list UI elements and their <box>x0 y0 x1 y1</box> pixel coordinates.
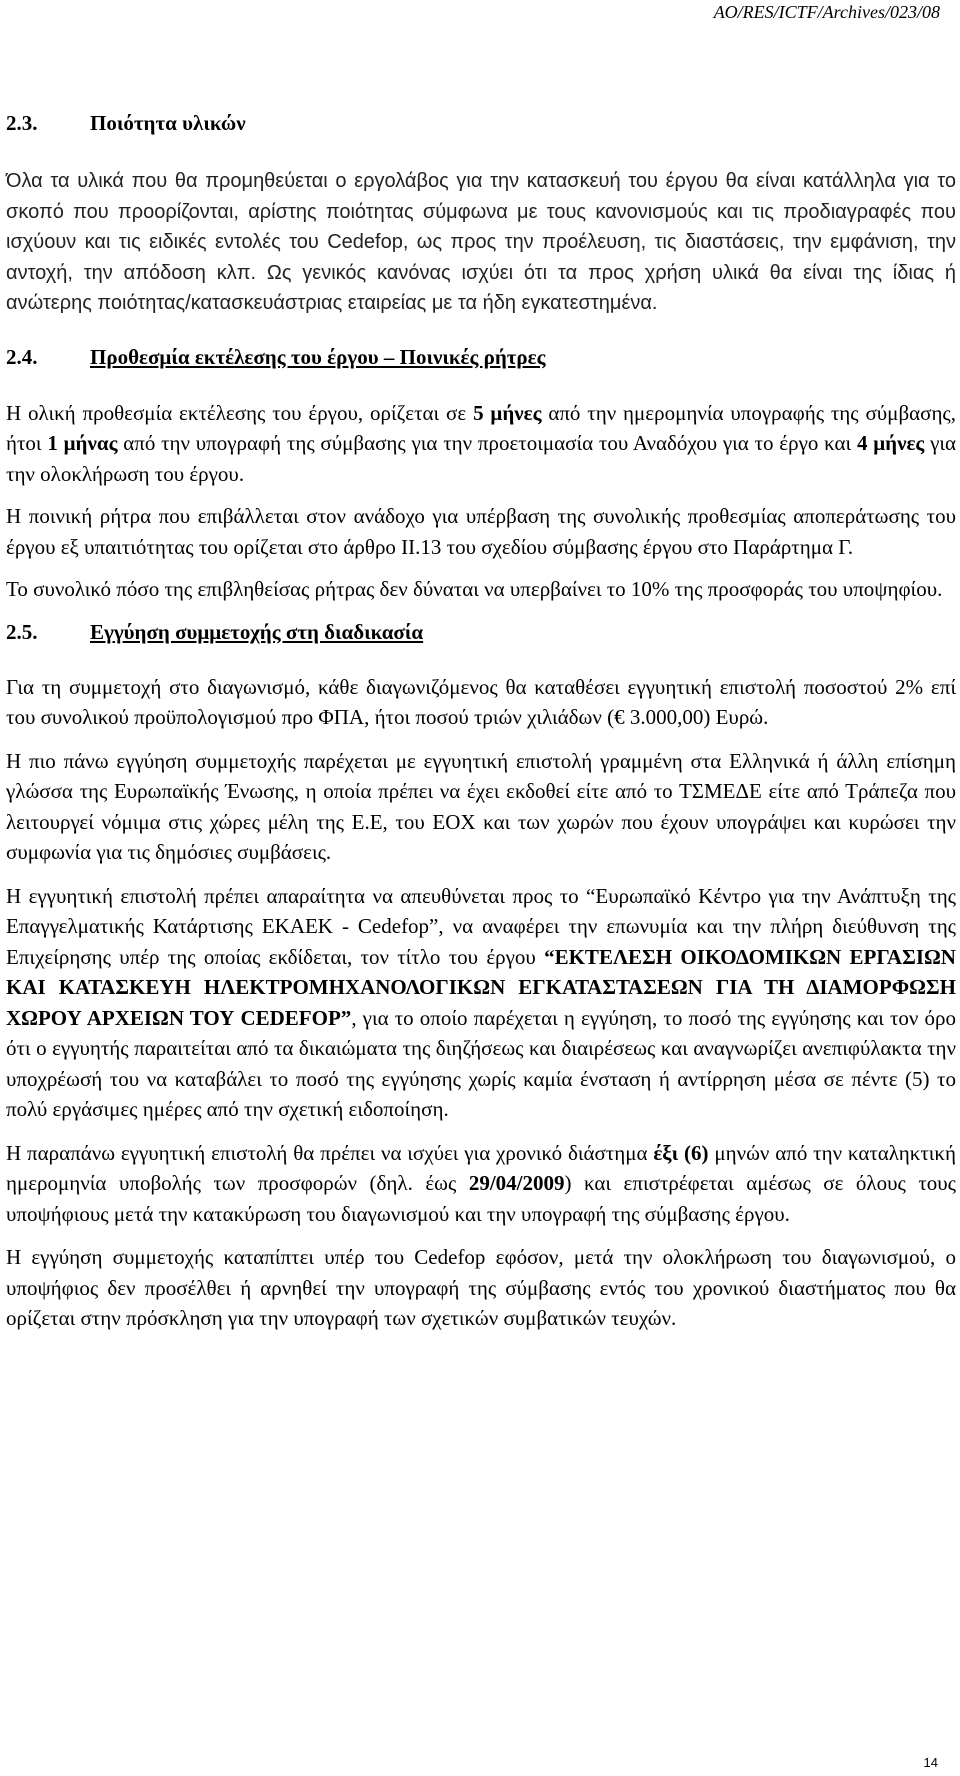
paragraph-guarantee-issuer: Η πιο πάνω εγγύηση συμμετοχής παρέχεται με εγγυητική επιστολή γραμμένη στα Ελληνικά ή άλλη επίσημη γλώσσα της Ευρωπαϊκής Ένωσης, η οποία πρέπει να έχει εκδοθεί είτε από το ΤΣΜΕΔΕ είτε από Τράπεζα που λειτουργεί νόμιμα στις χώρες μέλη της Ε.Ε, του ΕΟΧ και των χωρών που έχουν υπογράψει και κυρώσει την συμφωνία για τις δημόσιες συμβάσεις. <box>6 748 956 864</box>
section-title: Προθεσμία εκτέλεσης του έργου – Ποινικές ρήτρες <box>90 344 546 369</box>
section-number: 2.3. <box>6 111 38 135</box>
document-reference: AO/RES/ICTF/Archives/023/08 <box>713 2 940 22</box>
paragraph-guarantee-amount: Για τη συμμετοχή στο διαγωνισμό, κάθε διαγωνιζόμενος θα καταθέσει εγγυητική επιστολή ποσοστού 2% επί του συνολικού προϋπολογισμού προ ΦΠΑ, ήτοι ποσού τριών χιλιάδων (€ 3.000,00) Ευρώ. <box>6 674 956 729</box>
section-title: Ποιότητα υλικών <box>90 111 246 135</box>
section-heading-2-5 <box>6 617 956 647</box>
paragraph-guarantee-forfeit: Η εγγύηση συμμετοχής καταπίπτει υπέρ του Cedefop εφόσον, μετά την ολοκλήρωση του διαγωνισμού, ο υποψήφιος δεν προσέλθει ή αρνηθεί την υπογραφή της σύμβασης εντός του χρονικού διαστήματος που θα ορίζεται στην πρόσκληση για την υπογραφή των σχετικών συμβατικών τευχών. <box>6 1245 956 1330</box>
paragraph-material-quality: Όλα τα υλικά που θα προμηθεύεται ο εργολάβος για την κατασκευή του έργου θα είναι κατάλληλα για το σκοπό που προορίζονται, αρίστης ποιότητας σύμφωνα με τους κανονισμούς και τις προδιαγραφές που ισχύουν και τις ειδικές εντολές του Cedefop, ως προς την προέλευση, τις διαστάσεις, την εμφάνιση, την αντοχή, την απόδοση κλπ. Ως γενικός κανόνας ισχύει ότι τα προς χρήση υλικά θα είναι της ίδιας ή ανώτερης ποιότητας/κατασκευάστριας εταιρείας με τα ήδη εγκατεστημένα. <box>6 170 956 314</box>
duration-total: 5 μήνες <box>473 400 542 425</box>
paragraph-deadline: Η ολική προθεσμία εκτέλεσης του έργου, ορίζεται σε 5 μήνες από την ημερομηνία υπογραφής της σύμβασης, ήτοι 1 μήνας από την υπογραφή της σύμβασης για την προετοιμασία του Αναδόχου για το έργο και 4 μήνες για την ολοκλήρωση του έργου. <box>6 400 957 486</box>
paragraph-penalty-clause: Η ποινική ρήτρα που επιβάλλεται στον ανάδοχο για υπέρβαση της συνολικής προθεσμίας αποπεράτωσης του έργου εξ υπαιτιότητας του ορίζεται στο άρθρο ΙΙ.13 του σχεδίου σύμβασης έργου στο Παράρτημα Γ. <box>6 504 956 559</box>
validity-date: 29/04/2009 <box>468 1171 565 1195</box>
page-number: 14 <box>923 1755 938 1770</box>
section-title: Εγγύηση συμμετοχής στη διαδικασία <box>90 619 424 644</box>
paragraph-penalty-limit: Το συνολικό πόσο της επιβληθείσας ρήτρας δεν δύναται να υπερβαίνει το 10% της προσφοράς του υποψηφίου. <box>6 577 943 601</box>
paragraph-guarantee-validity: Η παραπάνω εγγυητική επιστολή θα πρέπει να ισχύει για χρονικό διάστημα έξι (6) μηνών από την καταληκτική ημερομηνία υποβολής των προσφορών (δηλ. έως 29/04/2009) και επιστρέφεται αμέσως σε όλους τους υποψήφιους μετά την κατακύρωση του διαγωνισμού και την υπογραφή της σύμβασης έργου. <box>6 1140 956 1226</box>
paragraph-guarantee-letter: Η εγγυητική επιστολή πρέπει απαραίτητα να απευθύνεται προς το “Ευρωπαϊκό Κέντρο για την Ανάπτυξη της Επαγγελματικής Κατάρτισης ΕΚΑΕΚ - Cedefop”, να αναφέρει την επωνυμία και την πλήρη διεύθυνση της Επιχείρησης υπέρ της οποίας εκδίδεται, τον τίτλο του έργου “ΕΚΤΕΛΕΣΗ ΟΙΚΟΔΟΜΙΚΩΝ ΕΡΓΑΣΙΩΝ ΚΑΙ ΚΑΤΑΣΚΕΥΗ ΗΛΕΚΤΡΟΜΗΧΑΝΟΛΟΓΙΚΩΝ ΕΓΚΑΤΑΣΤΑΣΕΩΝ ΓΙΑ ΤΗ ΔΙΑΜΟΡΦΩΣΗ ΧΩΡΟΥ ΑΡΧΕΙΩΝ ΤΟΥ CEDEFOP”, για το οποίο παρέχεται η εγγύηση, το ποσό της εγγύησης και τον όρο ότι ο εγγυητής παραιτείται από τα δικαιώματα της διηζήσεως και διαιρέσεως και αναγνωρίζει ανεπιφύλακτα την υποχρέωσή του να καταβάλει το ποσό της εγγύησης χωρίς καμία ένσταση ή αντίρρηση μέσα σε πέντε (5) το πολύ εργάσιμες ημέρες από την σχετική ειδοποίηση. <box>6 883 956 1121</box>
duration-preparation: 1 μήνας <box>47 431 118 455</box>
validity-months: έξι (6) <box>653 1140 709 1165</box>
project-title: “ΕΚΤΕΛΕΣΗ ΟΙΚΟΔΟΜΙΚΩΝ ΕΡΓΑΣΙΩΝ ΚΑΙ ΚΑΤΑΣΚΕΥΗ ΗΛΕΚΤΡΟΜΗΧΑΝΟΛΟΓΙΚΩΝ ΕΓΚΑΤΑΣΤΑΣΕΩΝ ΓΙΑ ΤΗ ΔΙΑΜΟΡΦΩΣΗ ΧΩΡΟΥ ΑΡΧΕΙΩΝ ΤΟΥ CEDEFOP” <box>6 944 956 1030</box>
section-heading-2-3 <box>6 108 956 138</box>
document-body <box>6 108 956 1334</box>
section-number: 2.5. <box>6 619 38 644</box>
section-heading-2-4 <box>6 342 956 372</box>
duration-completion: 4 μήνες <box>856 431 925 455</box>
section-number: 2.4. <box>6 344 38 369</box>
